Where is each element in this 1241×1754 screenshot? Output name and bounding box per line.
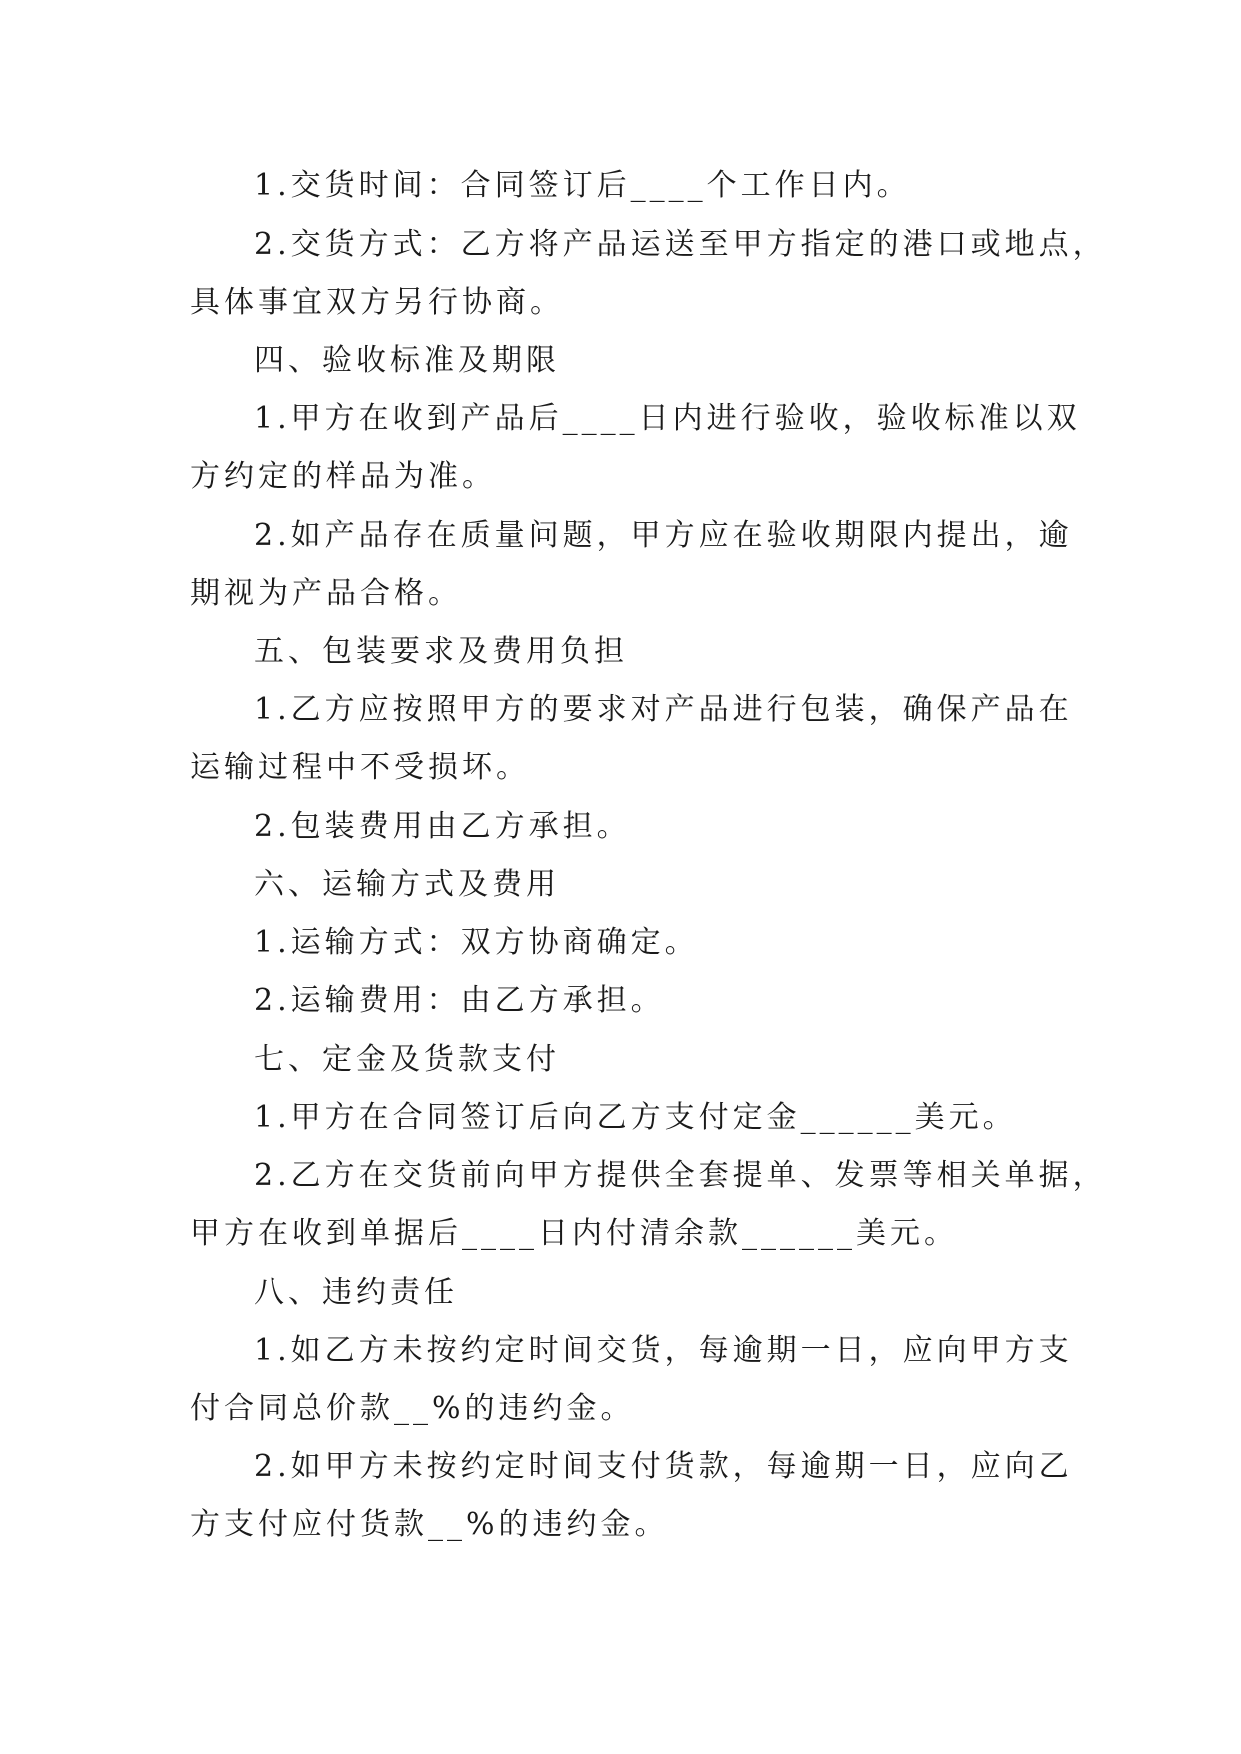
clause-delivery-method: 2.交货方式：乙方将产品运送至甲方指定的港口或地点， <box>254 227 1107 262</box>
clause-quality-issue-cont: 期视为产品合格。 <box>190 576 462 611</box>
clause-buyer-late-cont: 方支付应付货款__%的违约金。 <box>190 1507 669 1542</box>
section-heading-transport: 六、运输方式及费用 <box>254 867 560 902</box>
clause-transport-method: 1.运输方式：双方协商确定。 <box>254 925 699 960</box>
clause-packaging-cost: 2.包装费用由乙方承担。 <box>254 809 631 844</box>
clause-packaging: 1.乙方应按照甲方的要求对产品进行包装，确保产品在 <box>254 692 1073 727</box>
section-heading-inspection: 四、验收标准及期限 <box>254 343 560 378</box>
clause-inspection-period: 1.甲方在收到产品后____日内进行验收，验收标准以双 <box>254 401 1081 436</box>
section-heading-packaging: 五、包装要求及费用负担 <box>254 634 628 669</box>
section-heading-liability: 八、违约责任 <box>254 1275 458 1310</box>
clause-documents: 2.乙方在交货前向甲方提供全套提单、发票等相关单据， <box>254 1158 1107 1193</box>
clause-delivery-time: 1.交货时间：合同签订后____个工作日内。 <box>254 168 911 203</box>
clause-delivery-method-cont: 具体事宜双方另行协商。 <box>190 285 564 320</box>
clause-seller-late: 1.如乙方未按约定时间交货，每逾期一日，应向甲方支 <box>254 1333 1073 1368</box>
clause-quality-issue: 2.如产品存在质量问题，甲方应在验收期限内提出，逾 <box>254 518 1073 553</box>
clause-documents-cont: 甲方在收到单据后____日内付清余款______美元。 <box>190 1216 958 1251</box>
clause-inspection-period-cont: 方约定的样品为准。 <box>190 459 496 494</box>
clause-deposit: 1.甲方在合同签订后向乙方支付定金______美元。 <box>254 1100 1017 1135</box>
clause-buyer-late: 2.如甲方未按约定时间支付货款，每逾期一日，应向乙 <box>254 1449 1073 1484</box>
clause-packaging-cont: 运输过程中不受损坏。 <box>190 750 530 785</box>
clause-transport-cost: 2.运输费用：由乙方承担。 <box>254 983 665 1018</box>
clause-seller-late-cont: 付合同总价款__%的违约金。 <box>190 1391 635 1426</box>
section-heading-payment: 七、定金及货款支付 <box>254 1042 560 1077</box>
